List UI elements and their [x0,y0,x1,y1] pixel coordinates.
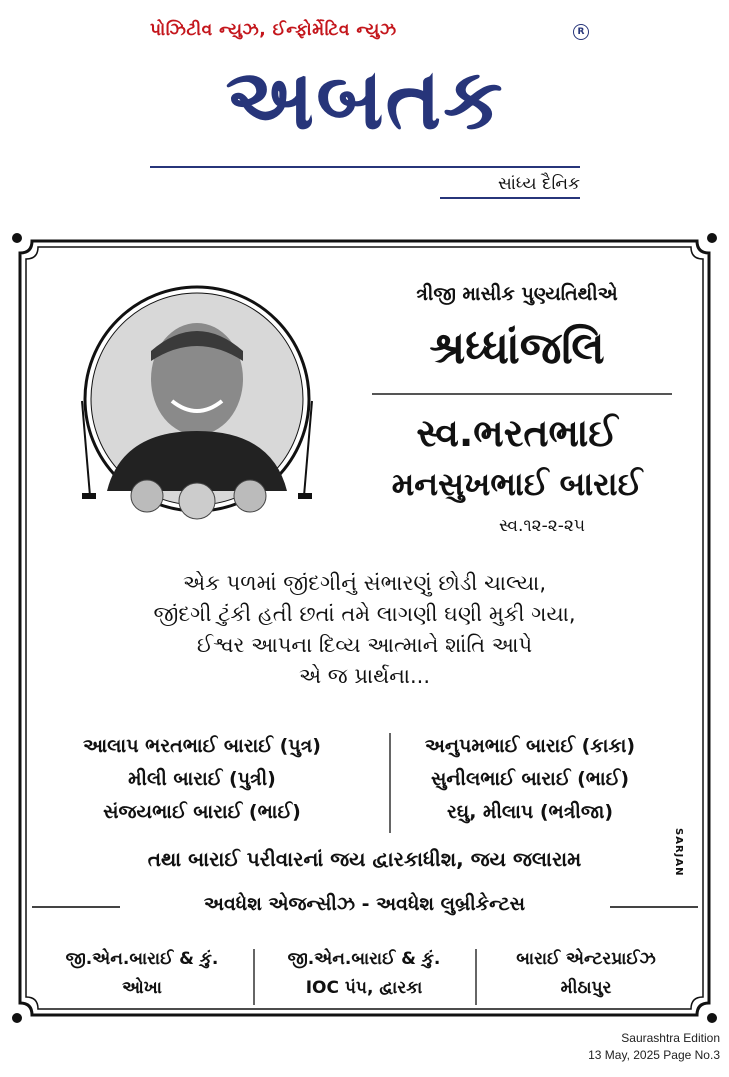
family-line: તથા બારાઈ પરીવારનાં જય દ્વારકાધીશ, જય જલારામ [147,847,582,871]
designer-credit: SARJAN [673,828,684,877]
edition-date-page: 13 May, 2025 Page No.3 [588,1048,720,1062]
business-place: IOC પંપ, દ્વારકા [305,978,423,998]
business-place: મીઠાપુર [560,978,612,998]
title-rule [372,393,672,395]
business-name: બારાઈ એન્ટરપ્રાઈઝ [516,949,656,969]
anniversary-heading: ત્રીજી માસીક પુણ્યતિથીએ [416,283,618,305]
firms-rule-right [610,906,698,908]
newspaper-logo: અબતક [225,50,505,148]
logo-rule [150,166,580,168]
poem-line: એ જ પ્રાર્થના... [298,664,431,688]
mourner-entry: સંજયભાઈ બારાઈ (ભાઈ) [103,801,301,823]
poem-line: જીંદગી ટુંકી હતી છતાં તમે લાગણી ઘણી મુકી ગયા, [153,602,576,626]
business-name: જી.એન.બારાઈ & કું. [287,949,441,969]
mourner-entry: અનુપમભાઈ બારાઈ (કાકા) [424,735,636,757]
registered-mark-icon: R [573,24,589,40]
subtitle-rule [440,197,580,199]
poem [32,568,697,692]
portrait [72,281,332,521]
poem-line: ઈશ્વર આપના દિવ્ય આત્માને શાંતિ આપે [196,633,533,657]
mourner-entry: આલાપ ભરતભાઈ બારાઈ (પુત્ર) [83,735,321,757]
mourners-left [42,730,362,829]
obituary-ad [12,233,717,1023]
deceased-name-line1: સ્વ.ભરતભાઈ [416,411,618,455]
mourner-entry: રઘુ, મીલાપ (ભત્રીજા) [446,801,614,823]
mourner-entry: મીલી બારાઈ (પુત્રી) [128,768,276,790]
business-place: ઓખા [122,978,162,998]
business-cell [32,945,252,1003]
edition-name: Saurashtra Edition [621,1031,720,1045]
business-listing [32,945,697,1005]
masthead-tagline: પોઝિટીવ ન્યુઝ, ઈન્ફોર્મેટિવ ન્યુઝ [150,20,397,40]
business-name: જી.એન.બારાઈ & કું. [65,949,219,969]
firms-line: અવધેશ એજન્સીઝ - અવધેશ લુબ્રીકેન્ટસ [203,893,526,915]
business-cell [476,945,696,1003]
business-cell [254,945,474,1003]
masthead [0,0,729,205]
masthead-subtitle: સાંધ્ય દૈનિક [497,174,580,194]
portrait-image [72,281,332,521]
poem-line: એક પળમાં જીંદગીનું સંભારણું છોડી ચાલ્યા, [183,571,546,595]
mourners-right [370,730,690,829]
edition-info [520,1030,720,1064]
tribute-title: શ્રધ્ધાંજલિ [429,323,605,374]
deceased-name-line2: મનસુખભાઈ બારાઈ [391,465,643,503]
mourner-entry: સુનીલભાઈ બારાઈ (ભાઈ) [430,768,630,790]
death-date: સ્વ.૧૨-૨-૨૫ [498,516,586,536]
